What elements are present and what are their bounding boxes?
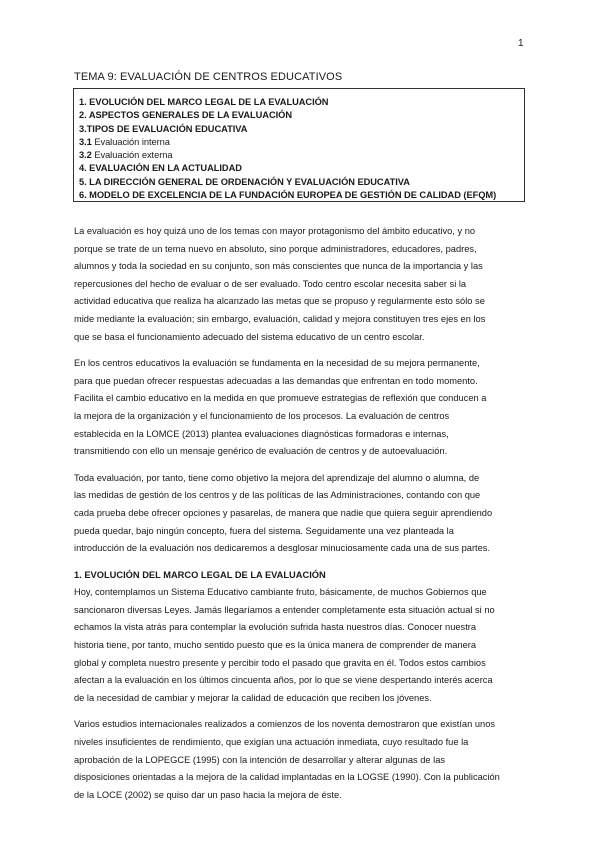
paragraph-centros: [74, 355, 530, 461]
text-line: En los centros educativos la evaluación se fundamenta en la necesidad de su mejora permanente,: [74, 358, 480, 369]
toc-item: 1. EVOLUCIÓN DEL MARCO LEGAL DE LA EVALUACIÓN: [79, 97, 329, 107]
text-line: historia tiene, por tanto, mucho sentido puesto que es la única manera de comprender de manera: [74, 640, 477, 651]
text-line: global y completa nuestro presente y percibir todo el pasado que gravita en él. Todos estos cambios: [74, 657, 486, 668]
text-line: de la necesidad de cambiar y mejorar la calidad de educación que reciben los jóvenes.: [74, 692, 432, 703]
text-line: afectan a la evaluación en los últimos cincuenta años, por lo que se viene despertando interés acerca: [74, 675, 493, 686]
text-line: mide mediante la evaluación; sin embargo, evaluación, calidad y mejora constituyen tres ejes en los: [74, 313, 486, 324]
paragraph-evolucion: [74, 584, 530, 707]
text-line: las medidas de gestión de los centros y de las políticas de las Administraciones, contando con que: [74, 490, 481, 501]
text-line: cada prueba debe ofrecer opciones y pasarelas, de manera que nadie que quiera seguir aprendiendo: [74, 507, 493, 518]
text-line: porque se trate de un tema nuevo en absoluto, sino porque administradores, educadores, padres,: [74, 243, 477, 254]
document-body: [74, 223, 530, 813]
paragraph-objetivo: [74, 470, 530, 558]
toc-item: 3.TIPOS DE EVALUACIÓN EDUCATIVA: [79, 123, 248, 134]
page-number: 1: [518, 38, 524, 49]
text-line: repercusiones del hecho de evaluar o de ser evaluado. Todo centro escolar necesita saber si la: [74, 278, 467, 289]
text-line: Toda evaluación, por tanto, tiene como objetivo la mejora del aprendizaje del alumno o alumna, de: [74, 472, 480, 483]
toc-item-number: 3.2: [79, 150, 92, 161]
text-line: niveles insuficientes de rendimiento, que exigían una actuación inmediata, cuyo resultado fue la: [74, 737, 469, 748]
toc-item-number: 3.1: [79, 136, 92, 147]
toc-item: [79, 136, 524, 149]
text-line: establecida en la LOMCE (2013) plantea evaluaciones diagnósticas formadoras e internas,: [74, 428, 449, 439]
paragraph-intro: [74, 223, 530, 346]
text-line: que se basa el funcionamiento adecuado del sistema educativo de un centro escolar.: [74, 331, 425, 342]
text-line: actividad educativa que realiza ha alcanzado las metas que se propuso y regularmente esto sólo se: [74, 296, 485, 307]
toc-item: [79, 149, 524, 162]
text-line: Facilita el cambio educativo en la medida en que promueve estrategias de reflexión que conducen a: [74, 393, 487, 404]
text-line: para que puedan ofrecer respuestas adecuadas a las demandas que enfrentan en todo momento.: [74, 375, 478, 386]
toc-item-text: Evaluación externa: [91, 150, 173, 161]
toc-item: 5. LA DIRECCIÓN GENERAL DE ORDENACIÓN Y EVALUACIÓN EDUCATIVA: [79, 176, 410, 187]
toc-item: 4. EVALUACIÓN EN LA ACTUALIDAD: [79, 163, 242, 174]
text-line: pueda quedar, bajo ningún concepto, fuera del sistema. Seguidamente una vez planteada la: [74, 525, 454, 536]
toc-item: 2. ASPECTOS GENERALES DE LA EVALUACIÓN: [79, 110, 292, 121]
text-line: disposiciones orientadas a la mejora de la calidad implantadas en la LOGSE (1990). Con la publicación: [74, 772, 500, 783]
toc-item-text: Evaluación interna: [91, 136, 170, 147]
document-title: TEMA 9: EVALUACIÓN DE CENTROS EDUCATIVOS: [74, 71, 343, 83]
text-line: de la LOCE (2002) se quiso dar un paso hacia la mejora de éste.: [74, 789, 342, 800]
paragraph-estudios: [74, 716, 530, 804]
text-line: transmitiendo con ello un mensaje genérico de evaluación de centros y de autoevaluación.: [74, 446, 448, 457]
text-line: Varios estudios internacionales realizados a comienzos de los noventa demostraron que existían unos: [74, 719, 496, 730]
toc-item: 6. MODELO DE EXCELENCIA DE LA FUNDACIÓN EUROPEA DE GESTIÓN DE CALIDAD (EFQM): [79, 190, 497, 201]
text-line: La evaluación es hoy quizá uno de los temas con mayor protagonismo del ámbito educativo, y no: [74, 226, 476, 236]
text-line: echamos la vista atrás para contemplar la evolución sufrida hasta nuestros días. Conocer nuestra: [74, 622, 477, 633]
section-heading: 1. EVOLUCIÓN DEL MARCO LEGAL DE LA EVALUACIÓN: [74, 569, 326, 580]
text-line: alumnos y toda la sociedad en su conjunto, son más conscientes que nunca de la importancia y las: [74, 261, 483, 272]
text-line: Hoy, contemplamos un Sistema Educativo cambiante fruto, básicamente, de muchos Gobiernos que: [74, 587, 487, 598]
text-line: la mejora de la organización y el funcionamiento de los procesos. La evaluación de centros: [74, 410, 450, 421]
text-line: introducción de la evaluación nos dedicaremos a desglosar minuciosamente cada una de sus partes.: [74, 543, 491, 554]
text-line: aprobación de la LOPEGCE (1995) con la intención de desarrollar y alterar algunas de las: [74, 754, 446, 765]
table-of-contents: [73, 88, 525, 202]
text-line: sancionaron diversas Leyes. Jamás llegaríamos a entender completamente esta situación actual si no: [74, 604, 495, 615]
